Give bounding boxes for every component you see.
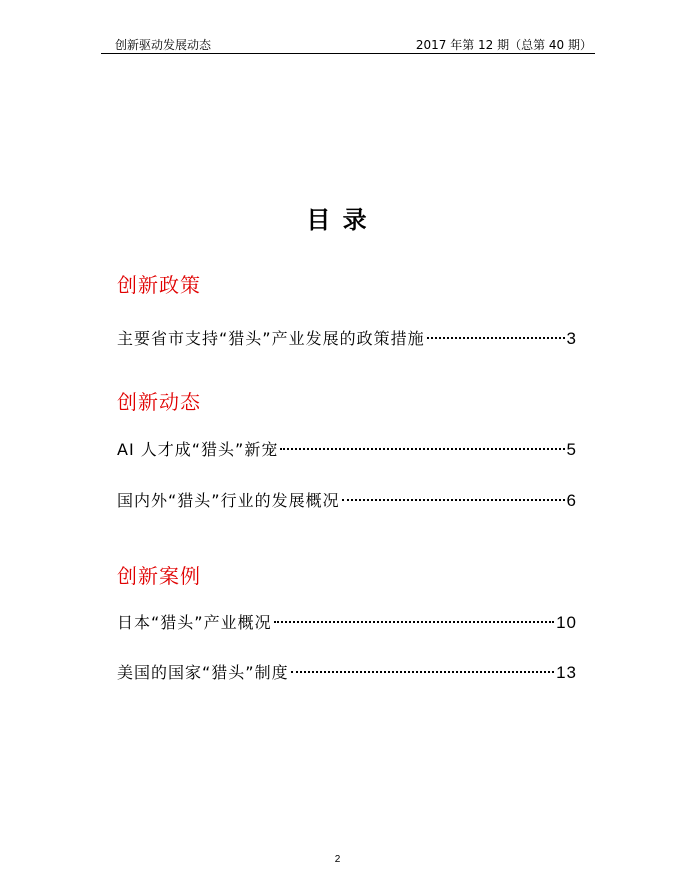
toc-entry-page: 13 bbox=[556, 663, 577, 682]
toc-entry-label: AI 人才成“猎头”新宠 bbox=[117, 440, 279, 459]
toc-entry[interactable] bbox=[117, 610, 577, 634]
header-publication-title: 创新驱动发展动态 bbox=[115, 38, 212, 52]
header-issue-info: 2017 年第 12 期（总第 40 期） bbox=[415, 38, 592, 52]
toc-entry-label: 美国的国家“猎头”制度 bbox=[117, 663, 289, 682]
toc-entry-page: 5 bbox=[566, 440, 577, 459]
toc-entry[interactable] bbox=[117, 326, 577, 350]
toc-entry[interactable] bbox=[117, 488, 577, 512]
page-number: 2 bbox=[334, 854, 341, 865]
toc-entry-label: 主要省市支持“猎头”产业发展的政策措施 bbox=[117, 329, 425, 348]
toc-entry[interactable] bbox=[117, 437, 577, 461]
toc-entry-label: 国内外“猎头”行业的发展概况 bbox=[117, 491, 340, 510]
running-header bbox=[101, 33, 595, 54]
section-heading-dynamics: 创新动态 bbox=[117, 390, 201, 414]
leader-dots bbox=[291, 671, 554, 673]
toc-entry-page: 10 bbox=[556, 613, 577, 632]
toc-entry-label: 日本“猎头”产业概况 bbox=[117, 613, 272, 632]
leader-dots bbox=[427, 337, 565, 339]
leader-dots bbox=[274, 621, 554, 623]
leader-dots bbox=[342, 499, 565, 501]
leader-dots bbox=[280, 448, 564, 450]
toc-entry-page: 3 bbox=[566, 329, 577, 348]
toc-entry[interactable] bbox=[117, 660, 577, 684]
section-heading-policy: 创新政策 bbox=[117, 273, 201, 297]
section-heading-cases: 创新案例 bbox=[117, 564, 201, 588]
toc-title: 目 录 bbox=[306, 206, 369, 234]
toc-entry-page: 6 bbox=[566, 491, 577, 510]
